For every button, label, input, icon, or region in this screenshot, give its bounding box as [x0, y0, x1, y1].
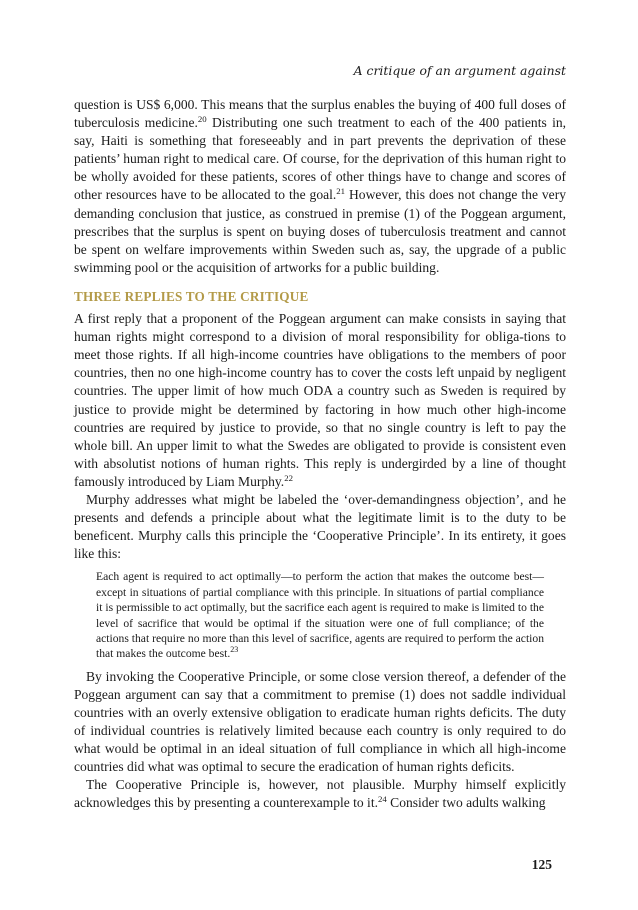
paragraph [74, 96, 566, 277]
paragraph [74, 776, 566, 812]
paragraph [74, 310, 566, 491]
paragraph [74, 668, 566, 777]
paragraph-text: Murphy addresses what might be labeled the ‘over-demandingness objection’, and he presents and defends a principle about what the legitimate limit is to the duty to be beneficent. Murphy calls this principle the ‘Cooperative Principle’. In its entirety, it goes like this: [74, 491, 566, 562]
paragraph-text: question is US$ 6,000. This means that the surplus enables the buying of 400 full doses of tuberculosis medicine. [74, 97, 566, 131]
block-quote [96, 569, 544, 661]
page-number: 125 [531, 857, 552, 872]
paragraph [74, 491, 566, 563]
paragraph-text: The Cooperative Principle is, however, not plausible. Murphy himself explicitly acknowledges this by presenting a counterexample to it. [74, 777, 566, 811]
body-text [74, 96, 566, 813]
paragraph-text: Distributing one such treatment to each of the 400 patients in, say, Haiti is something that foreseeably and in part prevents the deprivation of these patients’ human right to medical care. Of course, for the deprivation of this human right to be wholly avoided for these patients, scores of other things have to change and scores of other resources have to be allocated to the goal. [74, 115, 567, 203]
footnote-ref[interactable]: 21 [336, 186, 346, 197]
footnote-ref[interactable]: 22 [284, 472, 293, 483]
footnote-ref[interactable]: 23 [230, 645, 239, 655]
paragraph-text: Consider two adults walking [386, 795, 546, 811]
paragraph-text: By invoking the Cooperative Principle, or some close version thereof, a defender of the Poggean argument can say that a commitment to premise (1) does not saddle individual countries with an overly extensive obligation to eradicate human rights deficits. The duty of individual countries is relatively limited because each country is only required to do what would be optimal in an ideal situation of full compliance in which all high-income countries did what was optimal to secure the eradication of human rights deficits. [74, 668, 566, 775]
quote-text: Each agent is required to act optimally—to perform the action that makes the outcome best—except in situations of partial compliance with this principle. In situations of partial compliance it is permissible to act optimally, but the sacrifice each agent is required to make is limited to the level of sacrifice that would be optimal if the situation were one of full compliance; of the actions that require no more than this level of sacrifice, agents are required to perform the action that makes the outcome best. [96, 570, 544, 661]
paragraph-text: However, this does not change the very demanding conclusion that justice, as construed in premise (1) of the Poggean argument, prescribes that the surplus is spent on buying doses of tuberculosis treatment and cannot be spent on welfare improvements within Sweden such as, say, the upgrade of a public swimming pool or the acquisition of artworks for a public building. [74, 187, 566, 275]
paragraph-text: A first reply that a proponent of the Poggean argument can make consists in saying that human rights might correspond to a division of moral responsibility for obliga-tions to meet those rights. If all high-income countries have obligations to the members of poor countries, then no one high-income country has to cover the costs left unpaid by negligent countries. The upper limit of how much ODA a country such as Sweden is required by justice to provide might be determined by factoring in how much other high-income countries are required by justice to provide, so that no single country is left to pay the whole bill. An upper limit to what the Swedes are obligated to provide is consistent even with absolutist notions of human rights. This reply is undergirded by a line of thought famously introduced by Liam Murphy. [74, 311, 566, 489]
footnote-ref[interactable]: 20 [197, 114, 207, 125]
footnote-ref[interactable]: 24 [377, 794, 387, 805]
running-head: A critique of an argument against [353, 63, 566, 78]
section-heading: THREE REPLIES TO THE CRITIQUE [74, 288, 309, 304]
